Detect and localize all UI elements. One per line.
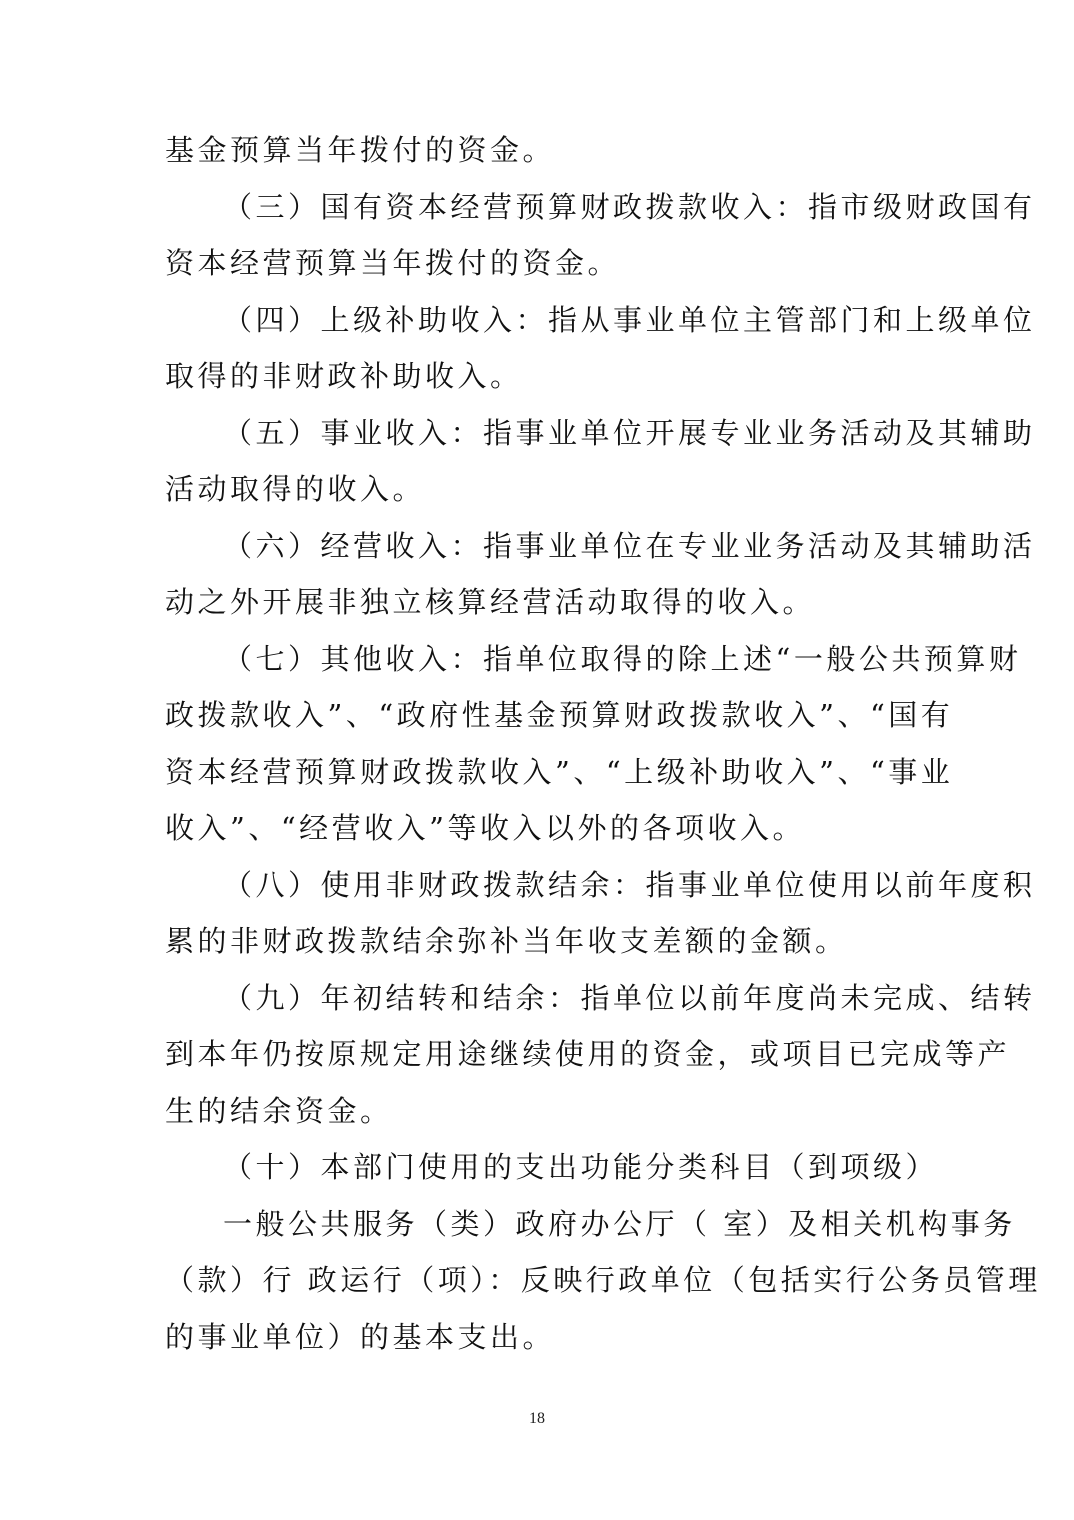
paragraph-business-income [165,405,1036,518]
text-line: （八）使用非财政拨款结余：指事业单位使用以前年度积 [223,867,1036,902]
text-line: （九）年初结转和结余：指单位以前年度尚未完成、结转 [223,980,1036,1015]
paragraph-carryover-balance [165,970,1036,1140]
paragraph-superior-subsidy-income [165,292,1036,405]
paragraph-fund-budget-end [165,122,913,179]
body-text [165,122,1041,1365]
text-line: （七）其他收入：指单位取得的除上述“一般公共预算财 [223,641,1022,676]
text-line: （五）事业收入：指事业单位开展专业业务活动及其辅助 [223,415,1036,450]
paragraph-operating-income [165,518,1036,631]
text-line: 累的非财政拨款结余弥补当年收支差额的金额。 [165,924,848,958]
text-line: 基金预算当年拨付的资金。 [165,133,556,167]
text-line: 政拨款收入”、“政府性基金预算财政拨款收入”、“国有 [165,698,954,732]
text-line: （四）上级补助收入：指从事业单位主管部门和上级单位 [223,302,1036,337]
paragraph-other-income [165,631,1022,857]
paragraph-non-fiscal-surplus [165,857,1036,970]
text-line: 取得的非财政补助收入。 [165,359,523,393]
paragraph-state-capital-income [165,179,1036,292]
page-number: 18 [529,1410,545,1427]
text-line: 资本经营预算当年拨付的资金。 [165,246,621,280]
text-line: 到本年仍按原规定用途继续使用的资金，或项目已完成等产 [165,1037,1011,1071]
text-line: （十）本部门使用的支出功能分类科目（到项级） [223,1150,939,1184]
paragraph-expenditure-classification [165,1139,939,1196]
text-line: 的事业单位）的基本支出。 [165,1319,556,1354]
paragraph-general-public-services [165,1196,1041,1366]
text-line: （六）经营收入：指事业单位在专业业务活动及其辅助活 [223,528,1036,563]
text-line: 生的结余资金。 [165,1093,393,1128]
text-line: 动之外开展非独立核算经营活动取得的收入。 [165,585,816,619]
text-line: 活动取得的收入。 [165,472,426,506]
text-line: 资本经营预算财政拨款收入”、“上级补助收入”、“事业 [165,754,954,789]
text-line: 一般公共服务（类）政府办公厅（ 室）及相关机构事务 [223,1206,1016,1241]
text-line: （款）行 政运行（项）：反映行政单位（包括实行公务员管理 [165,1263,1041,1297]
text-line: （三）国有资本经营预算财政拨款收入：指市级财政国有 [223,189,1036,224]
text-line: 收入”、“经营收入”等收入以外的各项收入。 [165,811,805,845]
